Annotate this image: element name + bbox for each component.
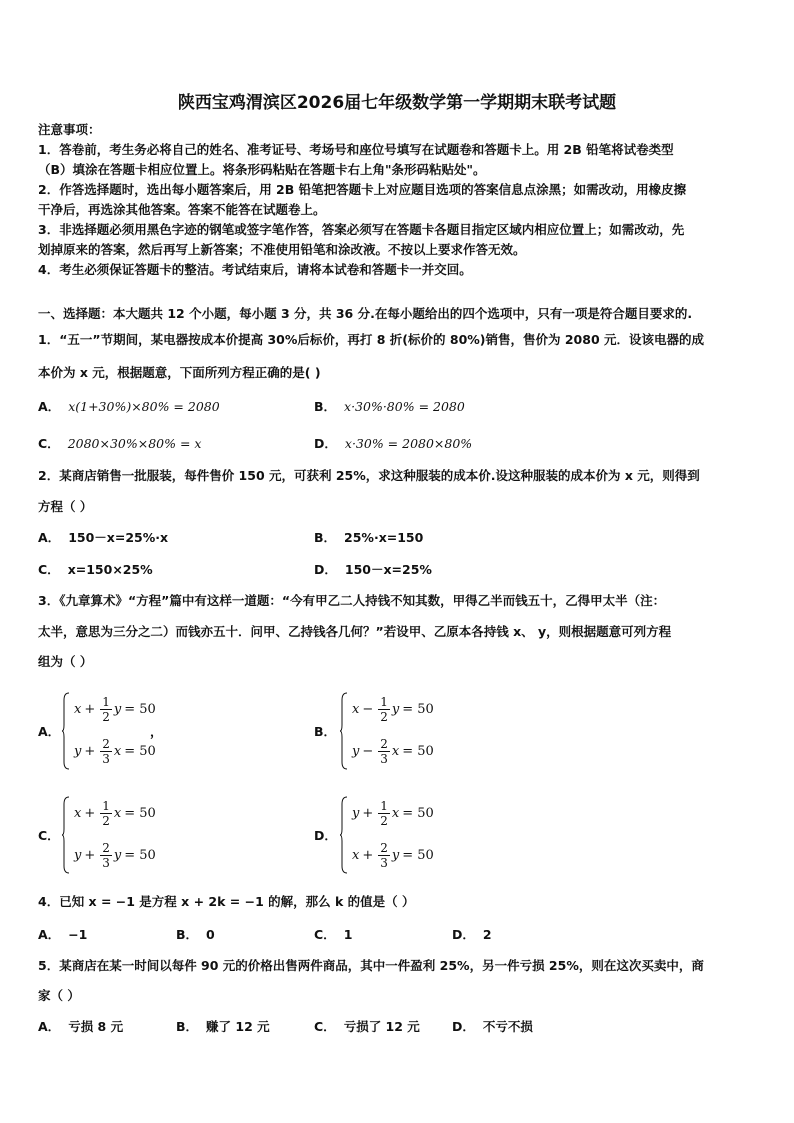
- q5-option-d-label: D．: [452, 1019, 475, 1034]
- q2-option-a-text: 150－x=25%·x: [68, 530, 169, 545]
- q3-option-a-comma: ，: [150, 724, 163, 739]
- q2-option-b-text: 25%·x=150: [344, 530, 424, 545]
- q4-option-d-label: D．: [452, 927, 475, 942]
- q1-option-c: [38, 435, 201, 453]
- q5-stem-line1: 5．某商店在某一时间以每件 90 元的价格出售两件商品，其中一件盈利 25%，另一件亏损 25%，则在这次买卖中，商: [38, 958, 704, 973]
- q2-stem-line2: 方程（ ）: [38, 499, 93, 514]
- q5-option-d: [452, 1018, 533, 1036]
- page-title: 陕西宝鸡渭滨区2026届七年级数学第一学期期末联考试题: [177, 93, 617, 113]
- q1-option-b-text: x·30%·80% = 2080: [344, 399, 465, 414]
- q5-stem-line2: 家（ ）: [38, 988, 80, 1003]
- q3-d-equation-1: y + $\frac{1}{2}$ x = 50: [352, 798, 434, 828]
- q5-option-b-label: B．: [176, 1019, 199, 1034]
- q1-option-b-label: B．: [314, 399, 337, 414]
- q3-d-equation-2: x + $\frac{2}{3}$ y = 50: [352, 840, 434, 870]
- q4-option-b-text: 0: [206, 927, 215, 942]
- q3-option-d-system: [340, 794, 460, 878]
- q4-option-a-label: A．: [38, 927, 61, 942]
- q5-option-d-text: 不亏不损: [482, 1019, 533, 1034]
- q1-option-d: [314, 435, 472, 453]
- q3-b-equation-2: y − $\frac{2}{3}$ x = 50: [352, 736, 434, 766]
- q3-option-b-label: B．: [314, 724, 337, 739]
- q3-option-d-label: D．: [314, 828, 337, 843]
- q4-option-c-text: 1: [343, 927, 353, 942]
- brace-icon: [62, 796, 70, 874]
- brace-icon: [62, 692, 70, 770]
- q3-stem-line1: 3．《九章算术》“方程”篇中有这样一道题：“今有甲乙二人持钱不知其数，甲得乙半而钱五十，乙得甲太半（注：: [38, 593, 666, 608]
- q2-option-c-label: C．: [38, 562, 60, 577]
- q3-c-equation-2: y + $\frac{2}{3}$ y = 50: [74, 840, 156, 870]
- q2-option-d-text: 150－x=25%: [344, 562, 432, 577]
- q2-option-a: [38, 529, 168, 547]
- q1-option-c-label: C．: [38, 436, 60, 451]
- notice-heading: 注意事项：: [38, 122, 101, 137]
- q4-stem: 4．已知 x = −1 是方程 x + 2k = −1 的解，那么 k 的值是（ ）: [38, 894, 415, 909]
- q2-option-a-label: A．: [38, 530, 61, 545]
- q2-option-d: [314, 561, 432, 579]
- q3-c-equation-1: x + $\frac{1}{2}$ x = 50: [74, 798, 156, 828]
- q1-option-b: [314, 398, 465, 416]
- q2-stem-line1: 2．某商店销售一批服装，每件售价 150 元，可获利 25%，求这种服装的成本价.设这种服装的成本价为 x 元，则得到: [38, 468, 700, 483]
- q3-option-a-system: [62, 690, 182, 774]
- q4-option-c: [314, 926, 352, 944]
- q4-option-b-label: B．: [176, 927, 199, 942]
- q4-option-a-text: −1: [68, 927, 88, 942]
- q5-option-b-text: 赚了 12 元: [206, 1019, 270, 1034]
- q3-a-equation-2: y + $\frac{2}{3}$ x = 50: [74, 736, 156, 766]
- q5-option-b: [176, 1018, 270, 1036]
- q3-option-a-label: A．: [38, 724, 61, 739]
- q2-option-c: [38, 561, 153, 579]
- q4-option-b: [176, 926, 215, 944]
- q3-a-equation-1: x + $\frac{1}{2}$ y = 50: [74, 694, 156, 724]
- q1-stem-line2: 本价为 x 元，根据题意，下面所列方程正确的是( ): [38, 365, 321, 380]
- section-heading: 一、选择题：本大题共 12 个小题，每小题 3 分，共 36 分.在每小题给出的四个选项中，只有一项是符合题目要求的.: [38, 306, 693, 321]
- q3-b-equation-1: x − $\frac{1}{2}$ y = 50: [352, 694, 434, 724]
- brace-icon: [340, 692, 348, 770]
- notice-item-1b: （B）填涂在答题卡相应位置上。将条形码粘贴在答题卡右上角"条形码粘贴处"。: [38, 162, 486, 177]
- q4-option-c-label: C．: [314, 927, 336, 942]
- q5-option-a-label: A．: [38, 1019, 61, 1034]
- q2-option-d-label: D．: [314, 562, 337, 577]
- q2-option-b: [314, 529, 423, 547]
- q5-option-c-text: 亏损了 12 元: [343, 1019, 420, 1034]
- q1-option-a: [38, 398, 220, 416]
- q3-option-c-system: [62, 794, 182, 878]
- q1-option-a-label: A．: [38, 399, 61, 414]
- q5-option-a-text: 亏损 8 元: [68, 1019, 124, 1034]
- notice-item-3a: 3．非选择题必须用黑色字迹的钢笔或签字笔作答，答案必须写在答题卡各题目指定区域内相应位置上；如需改动，先: [38, 222, 685, 237]
- notice-item-4: 4．考生必须保证答题卡的整洁。考试结束后，请将本试卷和答题卡一并交回。: [38, 262, 472, 277]
- q3-stem-line2: 太半，意思为三分之二）而钱亦五十．问甲、乙持钱各几何？”若设甲、乙原本各持钱 x、 y，则根据题意可列方程: [38, 624, 672, 639]
- q1-stem-line1: 1．“五一”节期间，某电器按成本价提高 30%后标价，再打 8 折(标价的 80%)销售，售价为 2080 元．设该电器的成: [38, 332, 704, 347]
- notice-item-2a: 2．作答选择题时，选出每小题答案后，用 2B 铅笔把答题卡上对应题目选项的答案信息点涂黑；如需改动，用橡皮擦: [38, 182, 687, 197]
- q2-option-b-label: B．: [314, 530, 337, 545]
- notice-item-3b: 划掉原来的答案，然后再写上新答案；不准使用铅笔和涂改液。不按以上要求作答无效。: [38, 242, 526, 257]
- q4-option-d-text: 2: [482, 927, 492, 942]
- q1-option-d-label: D．: [314, 436, 337, 451]
- notice-item-1a: 1．答卷前，考生务必将自己的姓名、准考证号、考场号和座位号填写在试题卷和答题卡上。用 2B 铅笔将试卷类型: [38, 142, 674, 157]
- q3-stem-line3: 组为（ ）: [38, 654, 93, 669]
- q1-option-d-text: x·30% = 2080×80%: [344, 436, 473, 451]
- q5-option-a: [38, 1018, 123, 1036]
- q5-option-c-label: C．: [314, 1019, 336, 1034]
- q1-option-c-text: 2080×30%×80% = x: [67, 436, 202, 451]
- q4-option-a: [38, 926, 87, 944]
- q3-option-b-system: [340, 690, 460, 774]
- q3-option-c-label: C．: [38, 828, 60, 843]
- q4-option-d: [452, 926, 492, 944]
- brace-icon: [340, 796, 348, 874]
- q2-option-c-text: x=150×25%: [67, 562, 153, 577]
- q1-option-a-text: x(1+30%)×80% = 2080: [68, 399, 220, 414]
- notice-item-2b: 干净后，再选涂其他答案。答案不能答在试题卷上。: [38, 202, 326, 217]
- q5-option-c: [314, 1018, 420, 1036]
